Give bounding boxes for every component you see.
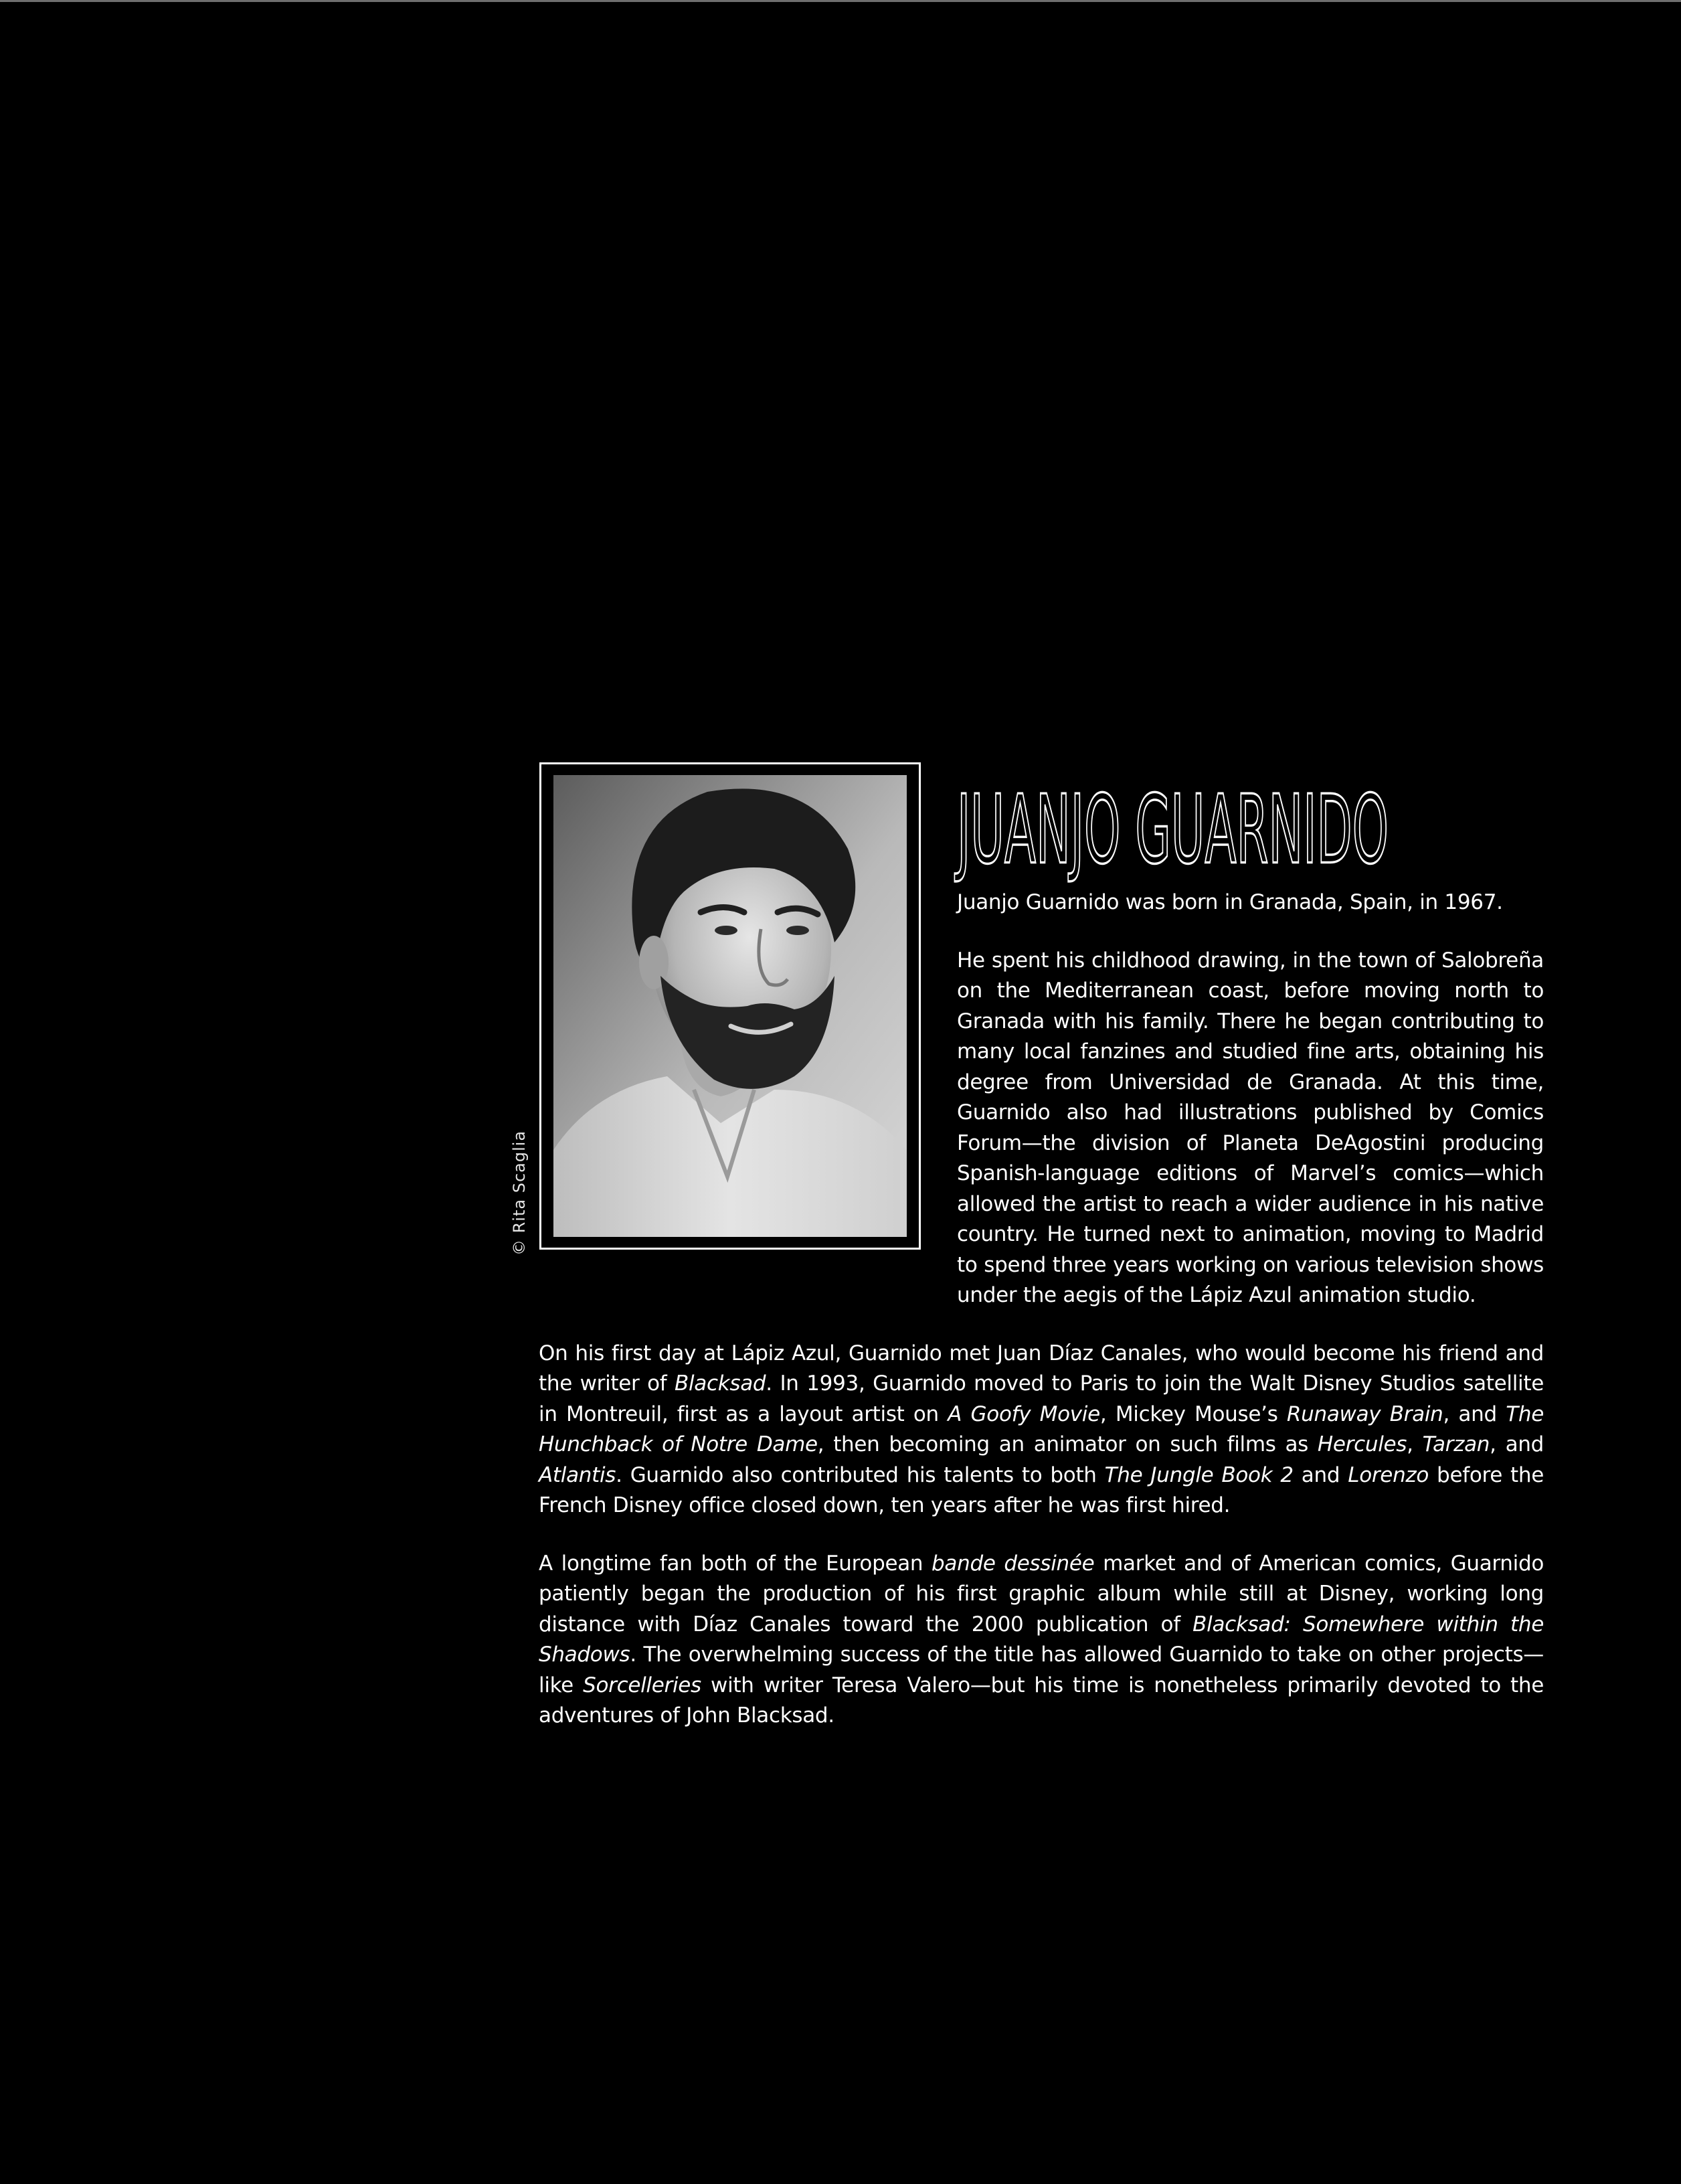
bio-paragraph-2: He spent his childhood drawing, in the town of Salobreña on the Mediterranean coast, before moving north to Granada with his family. There he began contributing to many local fanzines and studied fine arts, obtaining his degree from Universidad de Granada. At this time, Guarnido also had illustrations published by Comics Forum—the division of Planeta DeAgostini producing Spanish-language editions of Marvel’s comics—which allowed the artist to reach a wider audience in his native country. He turned next to animation, moving to Madrid to spend three years working on various television shows under the aegis of the Lápiz Azul animation studio.	[957, 948, 1544, 1307]
author-name-title	[954, 755, 1452, 885]
photo-credit-text: © Rita Scaglia	[510, 1130, 529, 1256]
bio-paragraph-4: A longtime fan both of the European bande dessinée market and of American comics, Guarnido patiently began the production of his first graphic album while still at Disney, working long distance with Díaz Canales toward the 2000 publication of Blacksad: Somewhere within the Shadows. The overwhelming success of the title has allowed Guarnido to take on other projects—like Sorcelleries with writer Teresa Valero—but his time is nonetheless primarily devoted to the adventures of John Blacksad.	[539, 1551, 1544, 1728]
bio-paragraph-1: Juanjo Guarnido was born in Granada, Spain, in 1967.	[957, 890, 1503, 914]
top-border-line	[0, 0, 1681, 2]
photo-wrap-spacer	[539, 888, 957, 1300]
bio-paragraph-3: On his first day at Lápiz Azul, Guarnido met Juan Díaz Canales, who would become his friend and the writer of Blacksad. In 1993, Guarnido moved to Paris to join the Walt Disney Studios satellite in Montreuil, first as a layout artist on A Goofy Movie, Mickey Mouse’s Runaway Brain, and The Hunchback of Notre Dame, then becoming an animator on such films as Hercules, Tarzan, and Atlantis. Guarnido also contributed his talents to both The Jungle Book 2 and Lorenzo before the French Disney office closed down, ten years after he was first hired.	[539, 1341, 1544, 1517]
author-name-text: JUANJO GUARNIDO	[954, 774, 1389, 885]
biography-text	[539, 888, 1544, 1759]
